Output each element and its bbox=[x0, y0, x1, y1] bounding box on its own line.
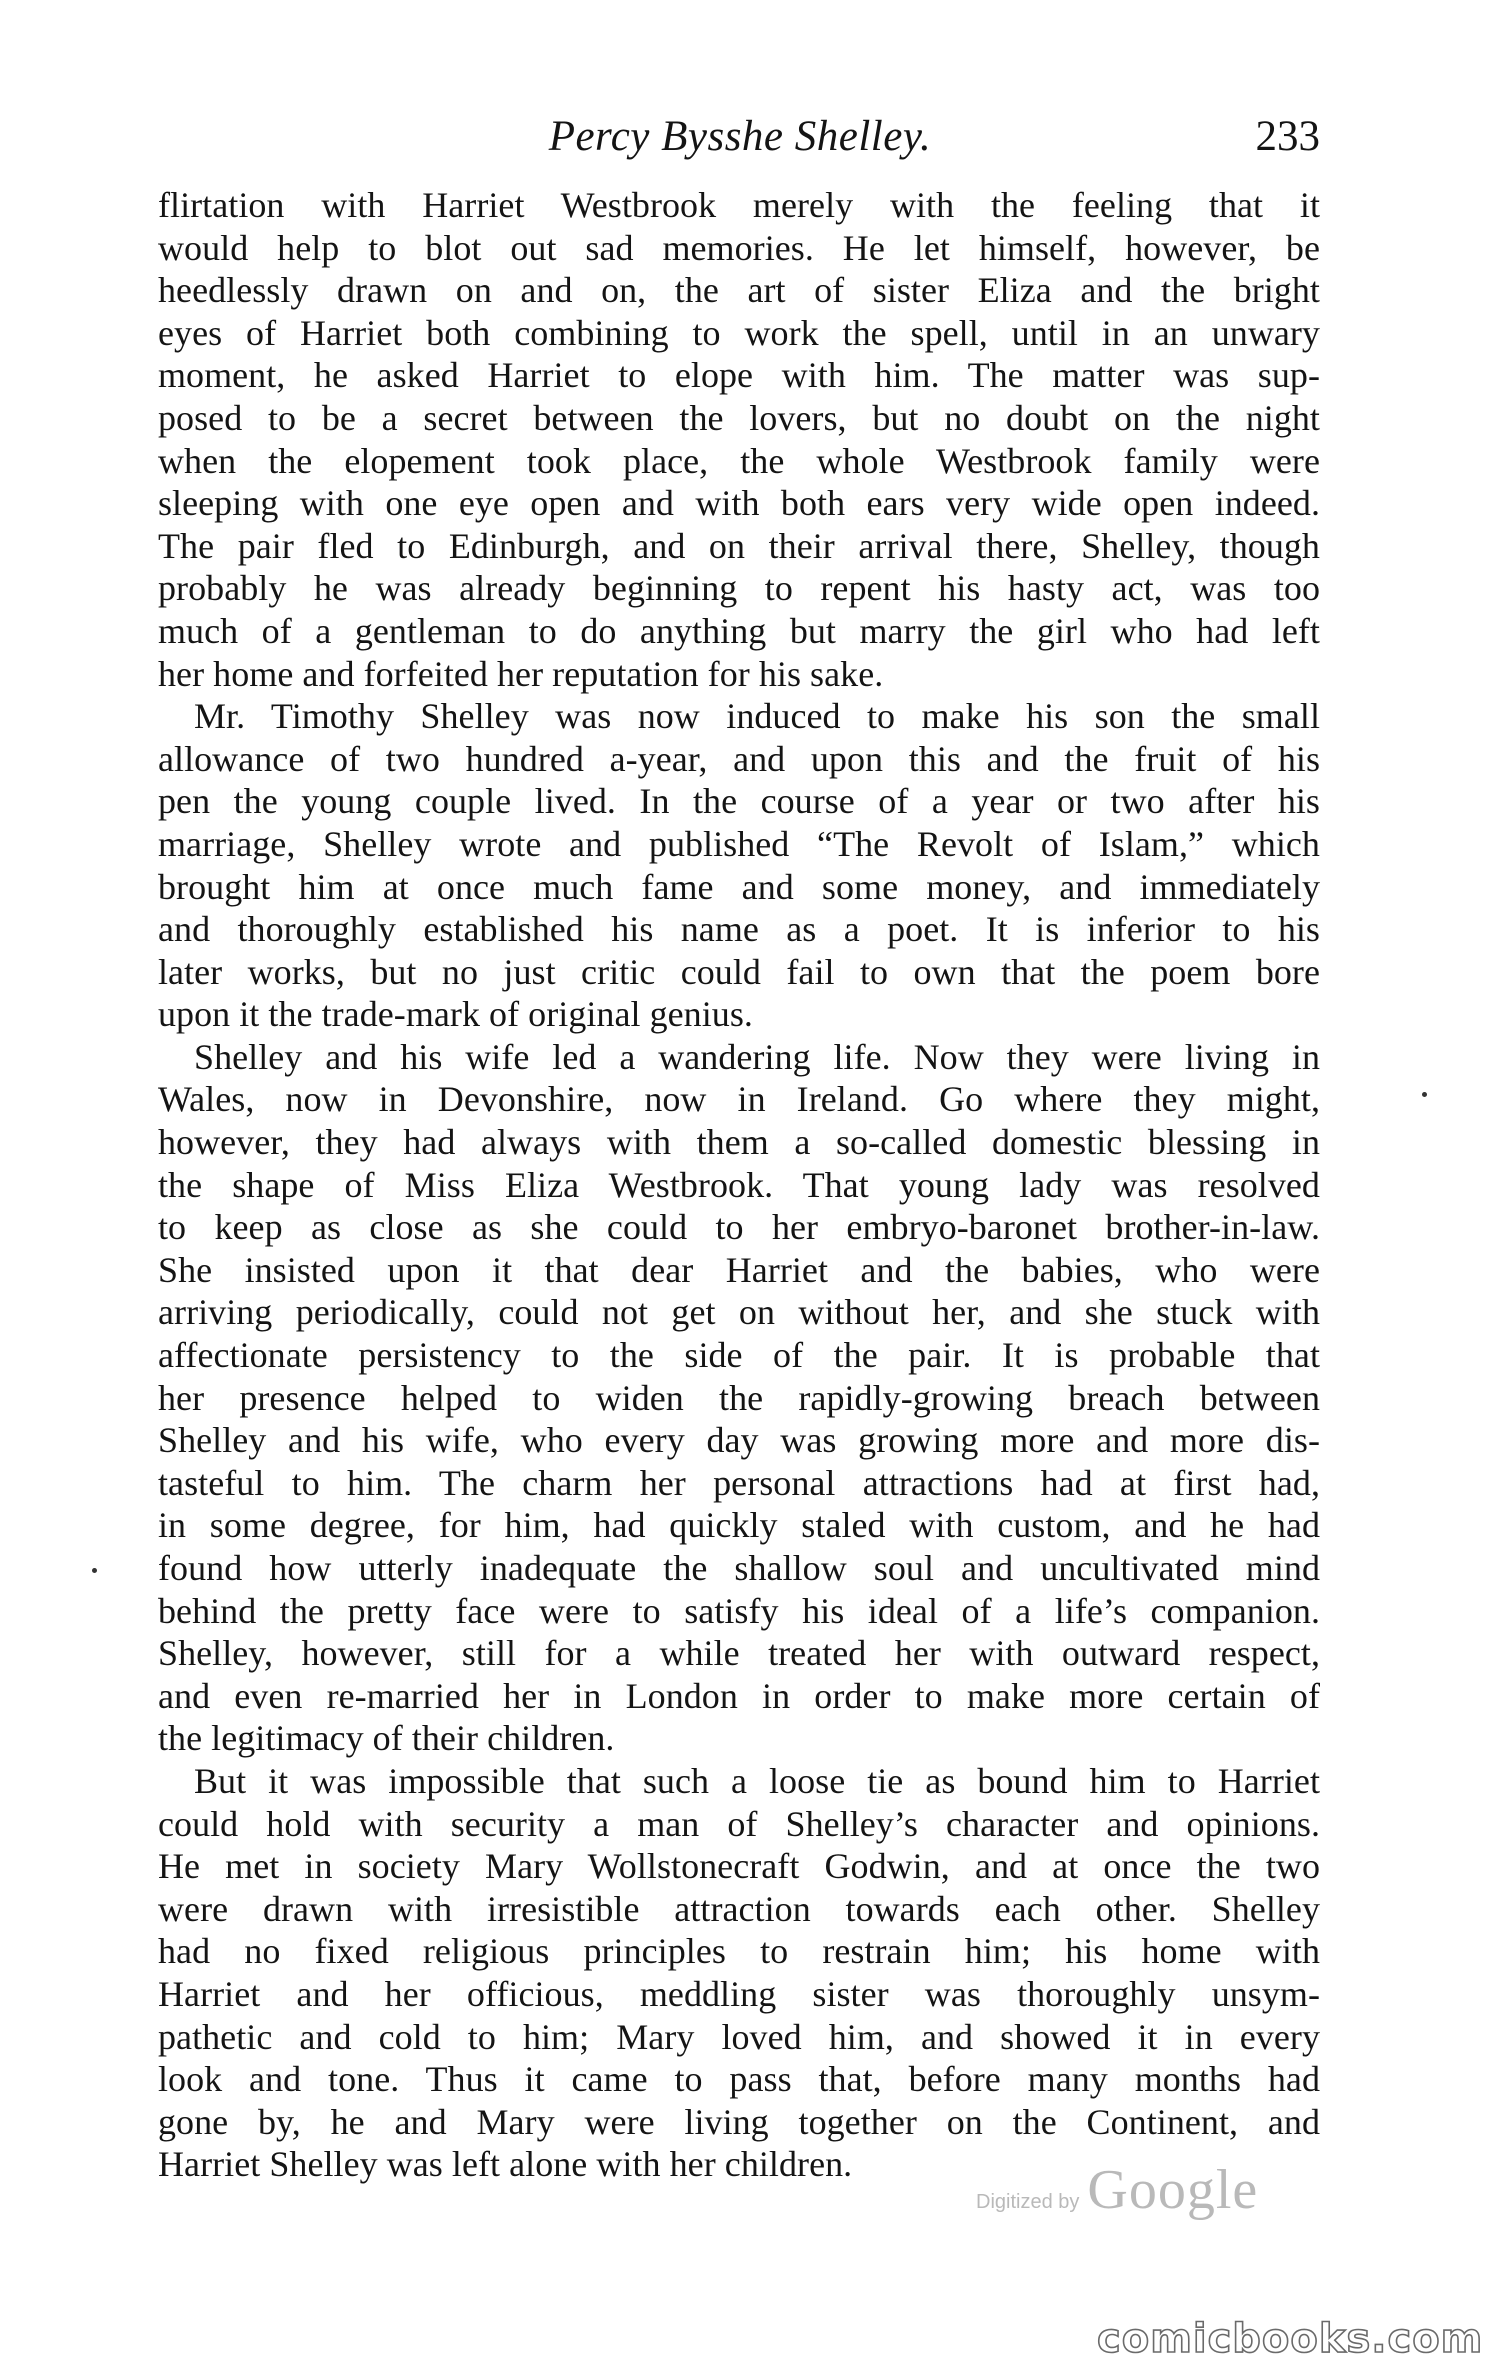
text-line: the shape of Miss Eliza Westbrook. That young lady was resolved bbox=[158, 1164, 1320, 1205]
text-line: Harriet and her officious, meddling sister was thoroughly unsym- bbox=[158, 1973, 1320, 2014]
text-line: much of a gentleman to do anything but marry the girl who had left bbox=[158, 610, 1320, 651]
text-line: affectionate persistency to the side of the pair. It is probable that bbox=[158, 1335, 1320, 1376]
paragraph-2 bbox=[158, 695, 1320, 1036]
text-line: heedlessly drawn on and on, the art of sister Eliza and the bright bbox=[158, 270, 1320, 311]
ink-speck bbox=[1422, 1092, 1427, 1097]
text-line: eyes of Harriet both combining to work the spell, until in an unwary bbox=[158, 312, 1320, 353]
text-line: when the elopement took place, the whole Westbrook family were bbox=[158, 440, 1320, 481]
text-line: The pair fled to Edinburgh, and on their arrival there, Shelley, though bbox=[158, 525, 1320, 566]
text-line: were drawn with irresistible attraction towards each other. Shelley bbox=[158, 1888, 1320, 1929]
text-line: pathetic and cold to him; Mary loved him, and showed it in every bbox=[158, 2016, 1320, 2057]
paragraph-4 bbox=[158, 1760, 1320, 2186]
body-text bbox=[158, 184, 1320, 2186]
text-line: sleeping with one eye open and with both ears very wide open indeed. bbox=[158, 483, 1320, 524]
text-line: gone by, he and Mary were living together on the Continent, and bbox=[158, 2101, 1320, 2142]
running-head bbox=[160, 112, 1320, 172]
paragraph-3 bbox=[158, 1036, 1320, 1760]
text-line: however, they had always with them a so-called domestic blessing in bbox=[158, 1122, 1320, 1163]
paragraph-1 bbox=[158, 184, 1320, 695]
text-line: pen the young couple lived. In the course of a year or two after his bbox=[158, 781, 1320, 822]
text-line: her presence helped to widen the rapidly-growing breach between bbox=[158, 1377, 1320, 1418]
text-line: posed to be a secret between the lovers, but no doubt on the night bbox=[158, 397, 1320, 438]
text-line: arriving periodically, could not get on without her, and she stuck with bbox=[158, 1292, 1320, 1333]
text-line: Shelley, however, still for a while treated her with outward respect, bbox=[158, 1633, 1320, 1674]
text-line: brought him at once much fame and some money, and immediately bbox=[158, 866, 1320, 907]
text-line: marriage, Shelley wrote and published “The Revolt of Islam,” which bbox=[158, 823, 1320, 864]
page-number: 233 bbox=[1255, 113, 1320, 160]
text-line: to keep as close as she could to her embryo-baronet brother-in-law. bbox=[158, 1207, 1320, 1248]
text-line: upon it the trade-mark of original genius. bbox=[158, 994, 753, 1035]
text-line: later works, but no just critic could fail to own that the poem bore bbox=[158, 951, 1320, 992]
text-line: had no fixed religious principles to restrain him; his home with bbox=[158, 1931, 1320, 1972]
text-line: behind the pretty face were to satisfy his ideal of a life’s companion. bbox=[158, 1590, 1320, 1631]
digitized-watermark bbox=[976, 2158, 1259, 2221]
text-line: Mr. Timothy Shelley was now induced to make his son the small bbox=[194, 696, 1320, 737]
text-line: She insisted upon it that dear Harriet and the babies, who were bbox=[158, 1249, 1320, 1290]
text-line: and even re-married her in London in order to make more certain of bbox=[158, 1675, 1320, 1716]
text-line: Wales, now in Devonshire, now in Ireland. Go where they might, bbox=[158, 1079, 1320, 1120]
text-line: and thoroughly established his name as a poet. It is inferior to his bbox=[158, 909, 1320, 950]
running-title: Percy Bysshe Shelley. bbox=[548, 113, 932, 160]
text-line: But it was impossible that such a loose tie as bound him to Harriet bbox=[194, 1760, 1320, 1801]
text-line: could hold with security a man of Shelley’s character and opinions. bbox=[158, 1803, 1320, 1844]
watermark-small-text: Digitized by bbox=[976, 2191, 1080, 2213]
text-line: tasteful to him. The charm her personal attractions had at first had, bbox=[158, 1462, 1320, 1503]
text-line: found how utterly inadequate the shallow soul and uncultivated mind bbox=[158, 1548, 1320, 1588]
text-line: Harriet Shelley was left alone with her children. bbox=[158, 2144, 853, 2185]
text-line: He met in society Mary Wollstonecraft Godwin, and at once the two bbox=[158, 1846, 1320, 1887]
text-line: probably he was already beginning to repent his hasty act, was too bbox=[158, 568, 1320, 609]
watermark-logo-text: Google bbox=[1087, 2159, 1259, 2221]
text-line: Shelley and his wife, who every day was growing more and more dis- bbox=[158, 1420, 1320, 1461]
text-line: in some degree, for him, had quickly staled with custom, and he had bbox=[158, 1505, 1320, 1546]
text-line: her home and forfeited her reputation for his sake. bbox=[158, 653, 884, 694]
text-line: Shelley and his wife led a wandering life. Now they were living in bbox=[194, 1036, 1320, 1077]
text-line: look and tone. Thus it came to pass that, before many months had bbox=[158, 2059, 1320, 2100]
text-line: flirtation with Harriet Westbrook merely with the feeling that it bbox=[158, 185, 1320, 225]
text-line: would help to blot out sad memories. He let himself, however, be bbox=[158, 227, 1320, 268]
site-watermark: comicbooks.com bbox=[1097, 2316, 1484, 2362]
text-line: allowance of two hundred a-year, and upon this and the fruit of his bbox=[158, 738, 1320, 779]
ink-speck bbox=[92, 1568, 97, 1573]
text-line: moment, he asked Harriet to elope with him. The matter was sup- bbox=[158, 355, 1320, 396]
text-line: the legitimacy of their children. bbox=[158, 1718, 615, 1759]
